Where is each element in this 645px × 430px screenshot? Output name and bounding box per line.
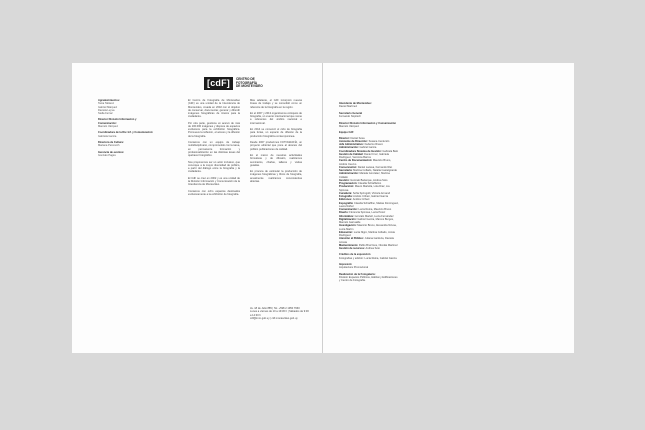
paragraph: En el 2007 y 2013 organizamos coloquios de fotografía, un evento internacional que reúne a referentes del ámbito nacional e internacional. [250,111,302,125]
team-names: Mauricio Bruno, Andrés Cuervo [339,159,392,166]
paragraph: En procura de estimular la producción de imágenes fotográficas y libros de fotografía, anualmente realizamos convocatorias abiertas. [250,170,302,183]
paragraph: Por otra parte, gestiona un acervo de más de 100.000 imágenes y dispone de espacios exclusivos para la exhibición fotográfica. Promueve la reflexión, el acceso y la difusión de la fotografía. [188,121,240,138]
credit-role: Secretario General [339,111,363,115]
team-role: Coordinadora Sistema de Gestión: [339,149,382,153]
credit-block [339,102,399,109]
team-lines [339,137,399,251]
team-role: Gestión de Calidad: [339,152,364,156]
credit-name: Tania Tabárez [98,102,115,106]
team-names: Lucía Reina, Mauricio Bruno [358,208,392,211]
credit-block [339,112,399,119]
team-names: Juliana Garduza, Daniela Acosta [339,237,394,244]
team-role: Producción: [339,185,355,189]
credit-role: Directora de Cultura: [98,141,124,145]
contact-address: Av. 18 de Julio 885 | Tel. +598 2 1950 7960 [250,307,300,310]
team-names: Daniel Lacava, Fernando Riet [357,165,393,169]
paragraph: El Centro de Fotografía de Montevideo (CdF) es una unidad de la Intendencia de Montevideo, creada en 2002 con el objetivo de conservar, documentar, generar y difundir imágenes fotográficas de interés para la ciudadanía. [188,99,240,119]
team-names: Andrés Cribari, Gabriel García [353,195,389,198]
credit-block [98,141,154,148]
team-role: Gestión: [339,178,350,182]
credit-role: Realización de la Fotogalería: [339,272,376,276]
team-names: Claudia Schiaffarino [358,182,382,185]
team-names: Pablo Bruzzone, Nicolás Martinez [358,243,398,247]
team-role: Fotografía: [339,195,353,198]
credit-role: Intendente de Montevideo: [339,102,372,106]
team-names: Gabriel García [359,146,377,150]
credit-name: Fernando Nopitsch [339,115,361,119]
credit-block [339,122,399,129]
team-role: Diseño: [339,211,349,215]
paragraph: El CdF se creó en 2002 y es una unidad de la División Información y Comunicación de la Intendencia de Montevideo. [188,176,240,187]
contact-web: cdf@imm.gub.uy | cdf.montevideo.gub.uy [250,316,298,320]
credit-role: Impresión: [339,263,353,267]
credit-name: División Espacios Públicos, Hábitat y Edificaciones y Centro de Fotografía. [339,276,398,283]
paragraph: En el marco de nuestras actividades formativas y de difusión, realizamos seminarios, charlas, talleres y visitas guiadas. [250,154,302,167]
team-names: Lucía Nigro, Martina Collado, Jonás Rodríguez [339,230,395,237]
body-column-2 [250,99,302,186]
team-names: Gabriela Belo [382,149,399,153]
team-list [339,131,399,250]
credit-name: Fotografías y edición: Lucía Reina, Gabriel García [339,256,397,260]
team-role: Espografía: [339,201,354,205]
logo-line-3: DE MONTEVIDEO [236,84,263,89]
team-names: Martina Collado, Natalia Castelgrande [353,169,397,172]
team-role: Conservación: [339,165,358,169]
credit-block [98,151,154,158]
credit-role: Gerencia de eventos: [98,150,125,154]
credit-block [339,253,399,260]
team-role: Administración: [339,146,359,150]
team-title: Equipo CdF [339,131,354,135]
team-role: Mantenimiento: [339,243,359,247]
credit-name: Gonzalo Pagés [98,154,116,157]
right-credits [339,99,399,283]
team-role: Secretaría: [339,169,353,172]
credit-name: Gabriel Márquez [98,105,118,109]
team-names: Andrés Cribari [352,198,370,202]
team-names: Mariela Gonzalez, Martina Collado [339,172,390,179]
team-line [339,247,399,250]
paragraph: En 2014 se comenzó el ciclo de fotografía para ferias, un espacio de difusión de la producción fotográfica contemporánea. [250,128,302,138]
team-role: Digitalización: [339,217,357,221]
credit-name: Mariana Percovich [98,144,120,148]
credit-name: Arquitectura Promocional [339,266,369,270]
logo-line-1: CENTRO DE [236,77,255,82]
credit-role: Créditos de la exposición [339,253,371,257]
logo-text [236,78,263,89]
team-role: Informática: [339,214,354,218]
credit-name: Daniela Leyva [98,108,115,112]
credit-block [98,99,154,115]
team-names: Gabriel García, Marcos Burgos, Marcelo Isarrualde [339,217,394,224]
credit-role: Agradecimientos: [98,99,120,102]
credit-block [339,273,399,283]
team-names: Claudia Schiaffino, Matías Domínguez, Laura Núñez [339,201,399,208]
team-role: Centro de Documentación: [339,159,373,163]
team-role: Programación: [339,182,358,185]
paragraph: Nos proponemos ser un actor inclusivo, que convoque a la mayor diversidad de público, a partir del diálogo entre la fotografía y la ciudadanía. [188,160,240,174]
credit-block [98,131,154,138]
credit-name: Stella Ferraz [98,112,113,115]
cdf-logo [204,77,263,90]
credit-block [98,118,154,128]
left-page [72,63,323,353]
team-names: Andrea Soto [365,247,380,250]
team-names: Gonzalo Martell, Lucía Fernández [354,214,394,218]
paragraph: Más adelante, el CdF incorporó nuevas líneas de trabajo y se consolidó como un referente de la fotografía en la región. [250,99,302,109]
team-role: Comunicación: [339,208,358,211]
credit-name: Gabriela García [98,134,117,138]
logo-mark: [cdF] [204,77,233,90]
team-role: Director: [339,136,350,140]
credit-name: Daniel Martínez [339,105,358,109]
right-page [323,63,574,353]
team-role: Administración: [339,172,359,176]
left-credits [98,99,154,160]
credit-name: Marcelo Vázquez [98,124,119,128]
credit-name: Marcelo Vázquez [339,124,360,128]
credit-role: Director División Información y Comunicación [339,121,397,125]
team-role: Ediciones: [339,198,353,202]
team-role: Atención al Público: [339,237,364,241]
team-names: Susana Centurión [368,139,390,143]
paragraph: Contamos con un equipo de trabajo multidisciplinario, comprometido con la tarea, en permanente formación y profesionalización en las distintas áreas del quehacer fotográfico. [188,141,240,158]
paragraph: Contamos con ocho espacios destinados exclusivamente a la exhibición de fotografía. [188,189,240,196]
logo-line-2: FOTOGRAFÍA [236,80,258,85]
team-names: Gonzalo Bazerque, Andrea Soto [350,178,388,182]
team-role: Asistente de Dirección: [339,139,368,143]
team-names: Daniel Cruz, Gabriela Rodríguez, Verónica Barros [339,152,389,159]
team-names: Daniel Sosa [350,136,365,140]
team-names: Federico Rivero [364,143,383,146]
team-names: Florencia Spinosa, Lucía Pérez [349,211,386,215]
credit-block [339,263,399,270]
paragraph: Desde 2007 producimos FOTOGRAFÍA, un proyecto editorial que pone al alcance del público publicaciones de calidad. [250,141,302,151]
team-role: Educación: [339,230,353,234]
contact-hours: Lunes a viernes de 10 a 19:30 h | Sábados de 9:30 a 14:30 h [250,310,309,317]
team-role: Curaduría: [339,191,353,195]
contact-info [250,307,310,320]
team-names: Sofía Springolli, Victoria Armand [352,191,391,195]
team-role: Jefe Administrativo: [339,143,364,146]
team-names: Mauricio Bruno, Alexandra Nóvoa, Lucía Martín [339,224,397,231]
team-role: Gestión de recursos: [339,247,365,250]
body-column-1 [188,99,240,199]
credit-role: Director División Información y Comunicación: [98,118,137,125]
team-role: Investigación: [339,224,357,228]
team-names: Mauro Martella, Lola Díaz, Lía Spinosa [339,185,390,192]
credit-role: Coordinadora de la Div. Inf. y Comunicación: [98,131,154,135]
